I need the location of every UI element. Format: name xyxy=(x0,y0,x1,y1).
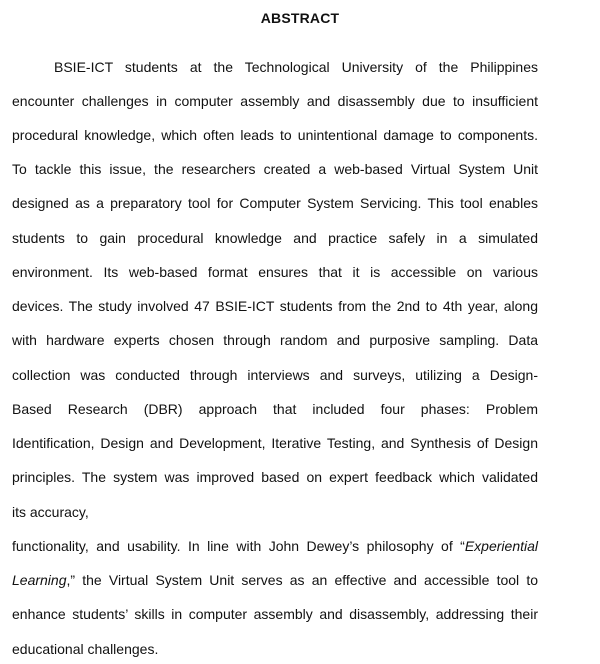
abstract-line-16 xyxy=(12,571,538,589)
line-16-italic: Learning xyxy=(12,572,67,588)
abstract-line-3: procedural knowledge, which often leads to unintentional damage to components. xyxy=(12,127,538,143)
abstract-line-5: designed as a preparatory tool for Computer System Servicing. This tool enables xyxy=(12,195,538,211)
abstract-line-7: environment. Its web-based format ensures that it is accessible on various xyxy=(12,264,538,280)
abstract-line-8: devices. The study involved 47 BSIE-ICT students from the 2nd to 4th year, along xyxy=(12,298,538,314)
abstract-line-14: its accuracy, xyxy=(12,504,89,520)
abstract-line-12: Identification, Design and Development, Iterative Testing, and Synthesis of Design xyxy=(12,435,538,451)
abstract-line-15 xyxy=(12,537,538,555)
abstract-line-17: enhance students’ skills in computer assembly and disassembly, addressing their xyxy=(12,606,538,622)
abstract-line-1: BSIE-ICT students at the Technological University of the Philippines xyxy=(54,59,538,75)
abstract-line-18: educational challenges. xyxy=(12,641,159,657)
line-16-text: ,” the Virtual System Unit serves as an effective and accessible tool to xyxy=(66,572,538,588)
abstract-line-11: Based Research (DBR) approach that included four phases: Problem xyxy=(12,401,538,417)
abstract-line-4: To tackle this issue, the researchers created a web-based Virtual System Unit xyxy=(12,161,538,177)
abstract-line-9: with hardware experts chosen through random and purposive sampling. Data xyxy=(12,332,538,348)
line-15-text: functionality, and usability. In line with John Dewey’s philosophy of “ xyxy=(12,538,465,554)
abstract-line-13: principles. The system was improved based on expert feedback which validated xyxy=(12,469,538,485)
abstract-line-10: collection was conducted through interviews and surveys, utilizing a Design- xyxy=(12,367,538,383)
abstract-line-2: encounter challenges in computer assembly and disassembly due to insufficient xyxy=(12,93,538,109)
line-15-italic: Experiential xyxy=(464,538,538,554)
abstract-line-6: students to gain procedural knowledge and practice safely in a simulated xyxy=(12,230,538,246)
abstract-heading: ABSTRACT xyxy=(260,10,340,26)
